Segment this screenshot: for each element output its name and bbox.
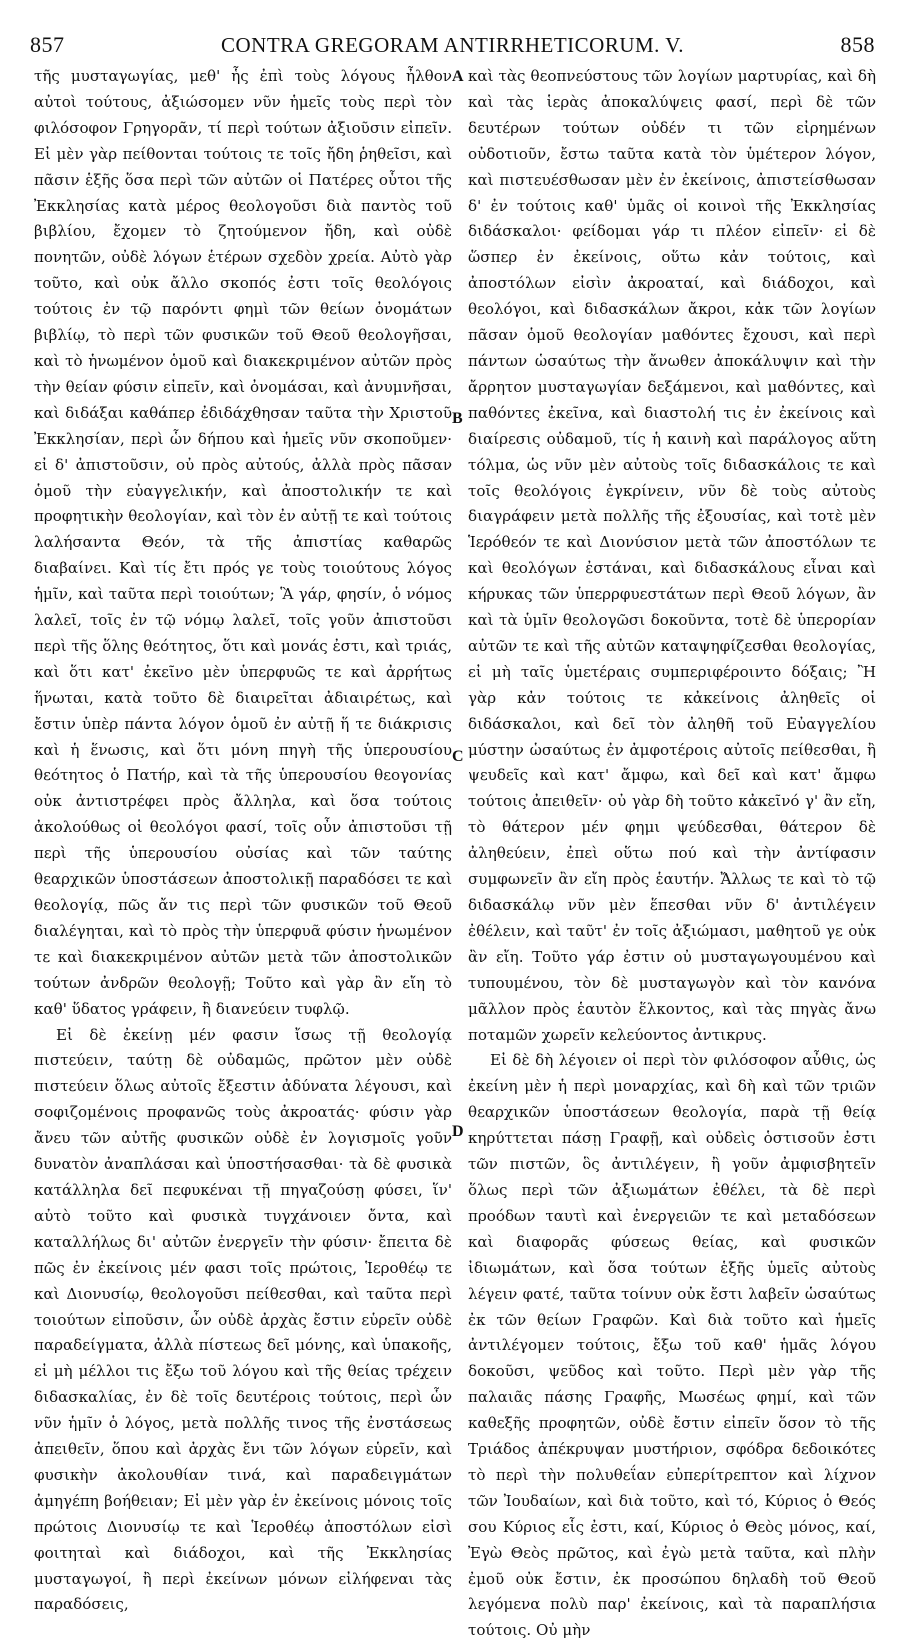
left-paragraph-1: τῆς μυσταγωγίας, μεθ' ἧς ἐπὶ τοὺς λόγους ἦλθον αὐτοὶ τούτους, ἀξιώσομεν νῦν ἡμεῖς τοὺς περὶ τὸν φιλόσοφον Γρηγορᾶν, τί περὶ τούτων ἀξιοῦσιν εἰπεῖν. Εἰ μὲν γὰρ πείθονται τούτοις τε τοῖς ἤδη ῥηθεῖσι, καὶ πᾶσιν ἑξῆς ὅσα περὶ τῶν αὐτῶν οἱ Πατέρες οὗτοι τῆς Ἐκκλησίας κατὰ μέρος θεολογοῦσι διὰ παντὸς τοῦ βιβλίου, ἔχομεν τὸ ζητούμενον ἤδη, καὶ οὐδὲ πονητῶν, οὐδὲ λόγων ἑτέρων σχεδὸν χρεία. Αὐτὸ γὰρ τοῦτο, καὶ οὐκ ἄλλο σκοπός ἐστι τοῖς θεολόγοις τούτοις ἐν τῷ παρόντι φημὶ τῶν θείων ὀνομάτων βιβλίῳ, τὸ περὶ τῶν φυσικῶν τοῦ Θεοῦ θεολογῆσαι, καὶ τὸ ἡνωμένον ὁμοῦ καὶ διακεκριμένον αὐτῶν πρὸς τὴν θείαν φύσιν εἰπεῖν, καὶ ὀνομάσαι, καὶ ἀνυμνῆσαι, καὶ διδάξαι καθάπερ ἐδιδάχθησαν ταῦτα τὴν Χριστοῦ Ἐκκλησίαν, περὶ ὧν δήπου καὶ ἡμεῖς νῦν σκοποῦμεν· εἰ δ' ἀπιστοῦσιν, οὐ πρὸς αὐτούς, ἀλλὰ πρὸς πᾶσαν ὁμοῦ τὴν εὐαγγελικήν, καὶ ἀποστολικήν τε καὶ προφητικὴν θεολογίαν, καὶ τὸν ἐν αὐτῇ τε καὶ τούτοις λαλήσαντα Θεόν, τὰ τῆς ἀπιστίας καθαρῶς διαβαίνει. Καὶ τίς ἔτι πρός γε τοὺς τοιούτους λόγος ἡμῖν, καὶ ταῦτα περὶ τοιούτων; Ἃ γάρ, φησίν, ὁ νόμος λαλεῖ, τοῖς ἐν τῷ νόμῳ λαλεῖ, τοῖς γοῦν ἀπιστοῦσι περὶ τῆς ὅλης θεότητος, ὅτι καὶ μονάς ἐστι, καὶ τριάς, καὶ ὅτι κατ' ἐκεῖνο μὲν ὑπερφυῶς τε καὶ ἀρρήτως ἥνωται, κατὰ τοῦτο δὲ διαιρεῖται ἀδιαιρέτως, καὶ ἔστιν ὑπὲρ πάντα λόγον ὁμοῦ ἐν αὐτῇ ἥ τε διάκρισις καὶ ἡ ἕνωσις, καὶ ὅτι μόνη πηγὴ τῆς ὑπερουσίου θεότητος ὁ Πατήρ, καὶ τὰ τῆς ὑπερουσίου θεογονίας οὐκ ἀντιστρέφει πρὸς ἄλληλα, καὶ ὅσα τούτοις ἀκολούθως οἱ θεολόγοι φασί, τοῖς οὖν ἀπιστοῦσι τῇ περὶ τῆς ὑπερουσίου οὐσίας καὶ τῶν ταύτης θεαρχικῶν ὑποστάσεων ἀποστολικῇ παραδόσει τε καὶ θεολογίᾳ, πῶς ἄν τις περὶ τῶν φυσικῶν τοῦ Θεοῦ διαλέγηται, καὶ τὸ πρὸς τὴν ὑπερφυᾶ φύσιν ἡνωμένον τε καὶ διακεκριμένον αὐτῶν μετὰ τῶν ἀποστολικῶν τούτων ἀνδρῶν θεολογῇ; Τοῦτο καὶ γὰρ ἂν εἴη τὸ καθ' ὕδατος γράφειν, ἢ διανεύειν τυφλῷ.: [34, 67, 452, 1018]
left-paragraph-2: Εἰ δὲ ἐκείνῃ μέν φασιν ἴσως τῇ θεολογίᾳ πιστεύειν, ταύτῃ δὲ οὐδαμῶς, πρῶτον μὲν οὐδὲ πιστεύειν ὅλως αὐτοῖς ἔξεστιν ἀδύνατα λέγουσι, καὶ σοφιζομένοις προφανῶς τοὺς ἀκροατάς· φύσιν γὰρ ἄνευ τῶν αὐτῆς φυσικῶν οὐδὲ ἐν λογισμοῖς γοῦν δυνατὸν ἀναπλάσαι καὶ ὑποστήσασθαι· τὰ δὲ φυσικὰ κατάλληλα δεῖ πεφυκέναι τῇ πηγαζούσῃ φύσει, ἵν' αὐτὸ τοῦτο καὶ φυσικὰ τυγχάνοιεν ὄντα, καὶ καταλλήλως δι' αὐτῶν ἐνεργεῖν τὴν φύσιν· ἔπειτα δὲ πῶς ἐν ἐκείνοις μέν φασι τοῖς πρώτοις, Ἱεροθέῳ τε καὶ Διονυσίῳ, θεολογοῦσι πείθεσθαι, καὶ ταῦτα περὶ τοιούτων εἰποῦσιν, ὧν οὐδὲ ἀρχὰς ἔστιν εὑρεῖν οὐδὲ παραδείγματα, ἀλλὰ πίστεως δεῖ μόνης, καὶ ὑπακοῆς, εἰ μὴ μέλλοι τις ἔξω τοῦ λόγου καὶ τῆς θείας τρέχειν διδασκαλίας, ἐν δὲ τοῖς δευτέροις τούτοις, περὶ ὧν νῦν ἡμῖν ὁ λόγος, μετὰ πολλῆς τινος τῆς ἐνστάσεως ἀπειθεῖν, ὅπου καὶ ἀρχὰς ἔνι τῶν λόγων εὑρεῖν, καὶ φυσικὴν ἀκολουθίαν τινά, καὶ παραδειγμάτων ἀμηγέπη βοήθειαν; Εἰ μὲν γὰρ ἐν ἐκείνοις μόνοις τοῖς πρώτοις Διονυσίῳ τε καὶ Ἱεροθέῳ ἀποστόλων εἰσὶ φοιτηταὶ καὶ διάδοχοι, καὶ τῆς Ἐκκλησίας μυσταγωγοί, ἢ περὶ ἐκείνων μόνων εἰλήφεναι τὰς παραδόσεις,: [34, 1025, 452, 1614]
page-number-right: 858: [840, 32, 875, 57]
margin-letter-a: A: [452, 68, 464, 85]
right-paragraph-2: Εἰ δὲ δὴ λέγοιεν οἱ περὶ τὸν φιλόσοφον αὖθις, ὡς ἐκείνη μὲν ἡ περὶ μοναρχίας, καὶ δὴ καὶ τῶν τριῶν θεαρχικῶν ὑποστάσεων θεολογία, παρὰ τῇ θείᾳ κηρύττεται πάσῃ Γραφῇ, καὶ οὐδεὶς ὁστισοῦν ἐστι τῶν πιστῶν, ὃς ἀντιλέγειν, ἢ γοῦν ἀμφισβητεῖν ὅλως περὶ τῶν ἀξιωμάτων ἐθέλει, τὰ δὲ περὶ προόδων ταυτὶ καὶ ἐνεργειῶν τε καὶ μεταδόσεων καὶ διαφορᾶς φύσεως θείας, καὶ φυσικῶν ἰδιωμάτων, καὶ ὅσα τούτων ἑξῆς ὑμεῖς αὐτοὺς λέγειν φατέ, ταῦτα τοίνυν οὐκ ἔστι λαβεῖν ὡσαύτως ἐκ τῶν θείων Γραφῶν. Καὶ διὰ τοῦτο καὶ ἡμεῖς ἀντιλέγομεν τούτοις, ἔξω τοῦ καθ' ἡμᾶς λόγου δοκοῦσι, ψεῦδος καὶ τοῦτο. Περὶ μὲν γὰρ τῆς παλαιᾶς πάσης Γραφῆς, Μωσέως φημί, καὶ τῶν καθεξῆς προφητῶν, οὐδὲ ἔστιν εἰπεῖν ὅσον τὸ τῆς Τριάδος ἀπέκρυψαν μυστήριον, σφόδρα δεδοικότες τὸ περὶ τὴν πολυθεΐαν εὐπερίτρεπτον καὶ λίχνον τῶν Ἰουδαίων, καὶ διὰ τοῦτο, καὶ τό, Κύριος ὁ Θεός σου Κύριος εἷς ἐστι, καί, Κύριος ὁ Θεὸς μόνος, καί, Ἐγὼ Θεὸς πρῶτος, καὶ ἐγὼ μετὰ ταῦτα, καὶ πλὴν ἐμοῦ οὐκ ἔστιν, ἐκ προσώπου δηλαδὴ τοῦ Θεοῦ λεγόμενα πολὺ παρ' ἐκείνοις, καὶ τὰ παραπλήσια τούτοις. Οὐ μὴν: [468, 1051, 876, 1640]
running-header: [30, 30, 875, 60]
margin-letter-d: D: [452, 1123, 464, 1140]
left-column: [34, 64, 452, 1618]
right-paragraph-1: καὶ τὰς θεοπνεύστους τῶν λογίων μαρτυρίας, καὶ δὴ καὶ τὰς ἱερὰς ἀποκαλύψεις φασί, περὶ δὲ τῶν δευτέρων τούτων οὐδέν τι τῶν εἰρημένων οὐδοτιοῦν, ἔστω ταῦτα κατὰ τὸν ὑμέτερον λόγον, καὶ πιστευέσθωσαν μὲν ἐν ἐκείνοις, ἀπιστείσθωσαν δ' ἐν τούτοις καθ' ὑμᾶς οἱ κοινοὶ τῆς Ἐκκλησίας διδάσκαλοι· φείδομαι γάρ τι πλέον εἰπεῖν· εἰ δὲ ὥσπερ ἐν ἐκείνοις, οὕτω κἀν τούτοις, καὶ ἀποστόλων εἰσὶν ἀκροαταί, καὶ διάδοχοι, καὶ θεολόγοι, καὶ διδασκάλων ἄκροι, κἀκ τῶν λογίων πᾶσαν ὁμοῦ θεολογίαν μαθόντες ἔχουσι, καὶ περὶ πάντων ὡσαύτως τὴν ἄνωθεν ἀποκάλυψιν καὶ τὴν ἄρρητον μυσταγωγίαν δεξάμενοι, καὶ μαθόντες, καὶ παθόντες ἐκεῖνα, καὶ διαστολή τις ἐν ἐκείνοις καὶ διαίρεσις οὐδαμοῦ, τίς ἡ καινὴ καὶ παράλογος αὕτη τόλμα, ὡς νῦν μὲν αὐτοὺς τοῖς διδασκάλοις τε καὶ τοῖς θεολόγοις ἐγκρίνειν, νῦν δὲ τοὺς αὐτοὺς διαγράφειν μετὰ πολλῆς τῆς ἐξουσίας, καὶ τοτὲ μὲν Ἱερόθεόν τε καὶ Διονύσιον μετὰ τῶν ἀποστόλων τε καὶ θεολόγων ἐστάναι, καὶ διδασκάλους εἶναι καὶ κήρυκας τῶν ὑπερρφυεστάτων περὶ Θεοῦ λόγων, ἂν καὶ τὰ ὑμῖν θεολογῶσι δοκοῦντα, τοτὲ δὲ ὑπερορίαν αὐτῶν τε καὶ τῆς αὐτῶν καταψηφίζεσθαι θεολογίας, εἰ μὴ ταῖς ὑμετέραις συμπεριφέροιντο δόξαις; Ἢ γὰρ κἀν τούτοις τε κἀκείνοις ἀληθεῖς οἱ διδάσκαλοι, καὶ δεῖ τὸν ἀληθῆ τοῦ Εὐαγγελίου μύστην ὡσαύτως ἐν ἀμφοτέροις αὐτοῖς πείθεσθαι, ἢ ψευδεῖς καὶ κατ' ἄμφω, καὶ δεῖ καὶ κατ' ἄμφω τούτοις ἀπειθεῖν· οὐ γὰρ δὴ τοῦτο κἀκεῖνό γ' ἂν εἴη, τὸ θάτερον μέν φημι ψεύδεσθαι, θάτερον δὲ ἀληθεύειν, ἐπεὶ οὕτω πού καὶ τὴν ἀντίφασιν συμφωνεῖν ἂν εἴη πρὸς ἑαυτήν. Ἄλλως τε καὶ τὸ τῷ διδασκάλῳ νῦν μὲν ἕπεσθαι νῦν δ' ἀντιλέγειν ἐθέλειν, καὶ ταῦτ' ἐν τοῖς ἀξιώμασι, μαθητοῦ γε οὐκ ἂν εἴη. Τοῦτο γάρ ἐστιν οὐ μυσταγωγουμένου καὶ τυπουμένου, τὸν δὲ μυσταγωγὸν καὶ τὸν κανόνα μᾶλλον πρὸς ἑαυτὸν ἕλκοντος, καὶ τὰς πηγὰς ἄνω ποταμῶν χωρεῖν κελεύοντος ἀντικρυς.: [468, 67, 876, 1044]
margin-letter-c: C: [452, 748, 464, 765]
running-title: CONTRA GREGORAM ANTIRRHETICORUM. V.: [220, 32, 685, 57]
page-number-left: 857: [30, 32, 65, 57]
margin-letter-b: B: [452, 410, 463, 427]
right-column: [468, 64, 876, 1644]
